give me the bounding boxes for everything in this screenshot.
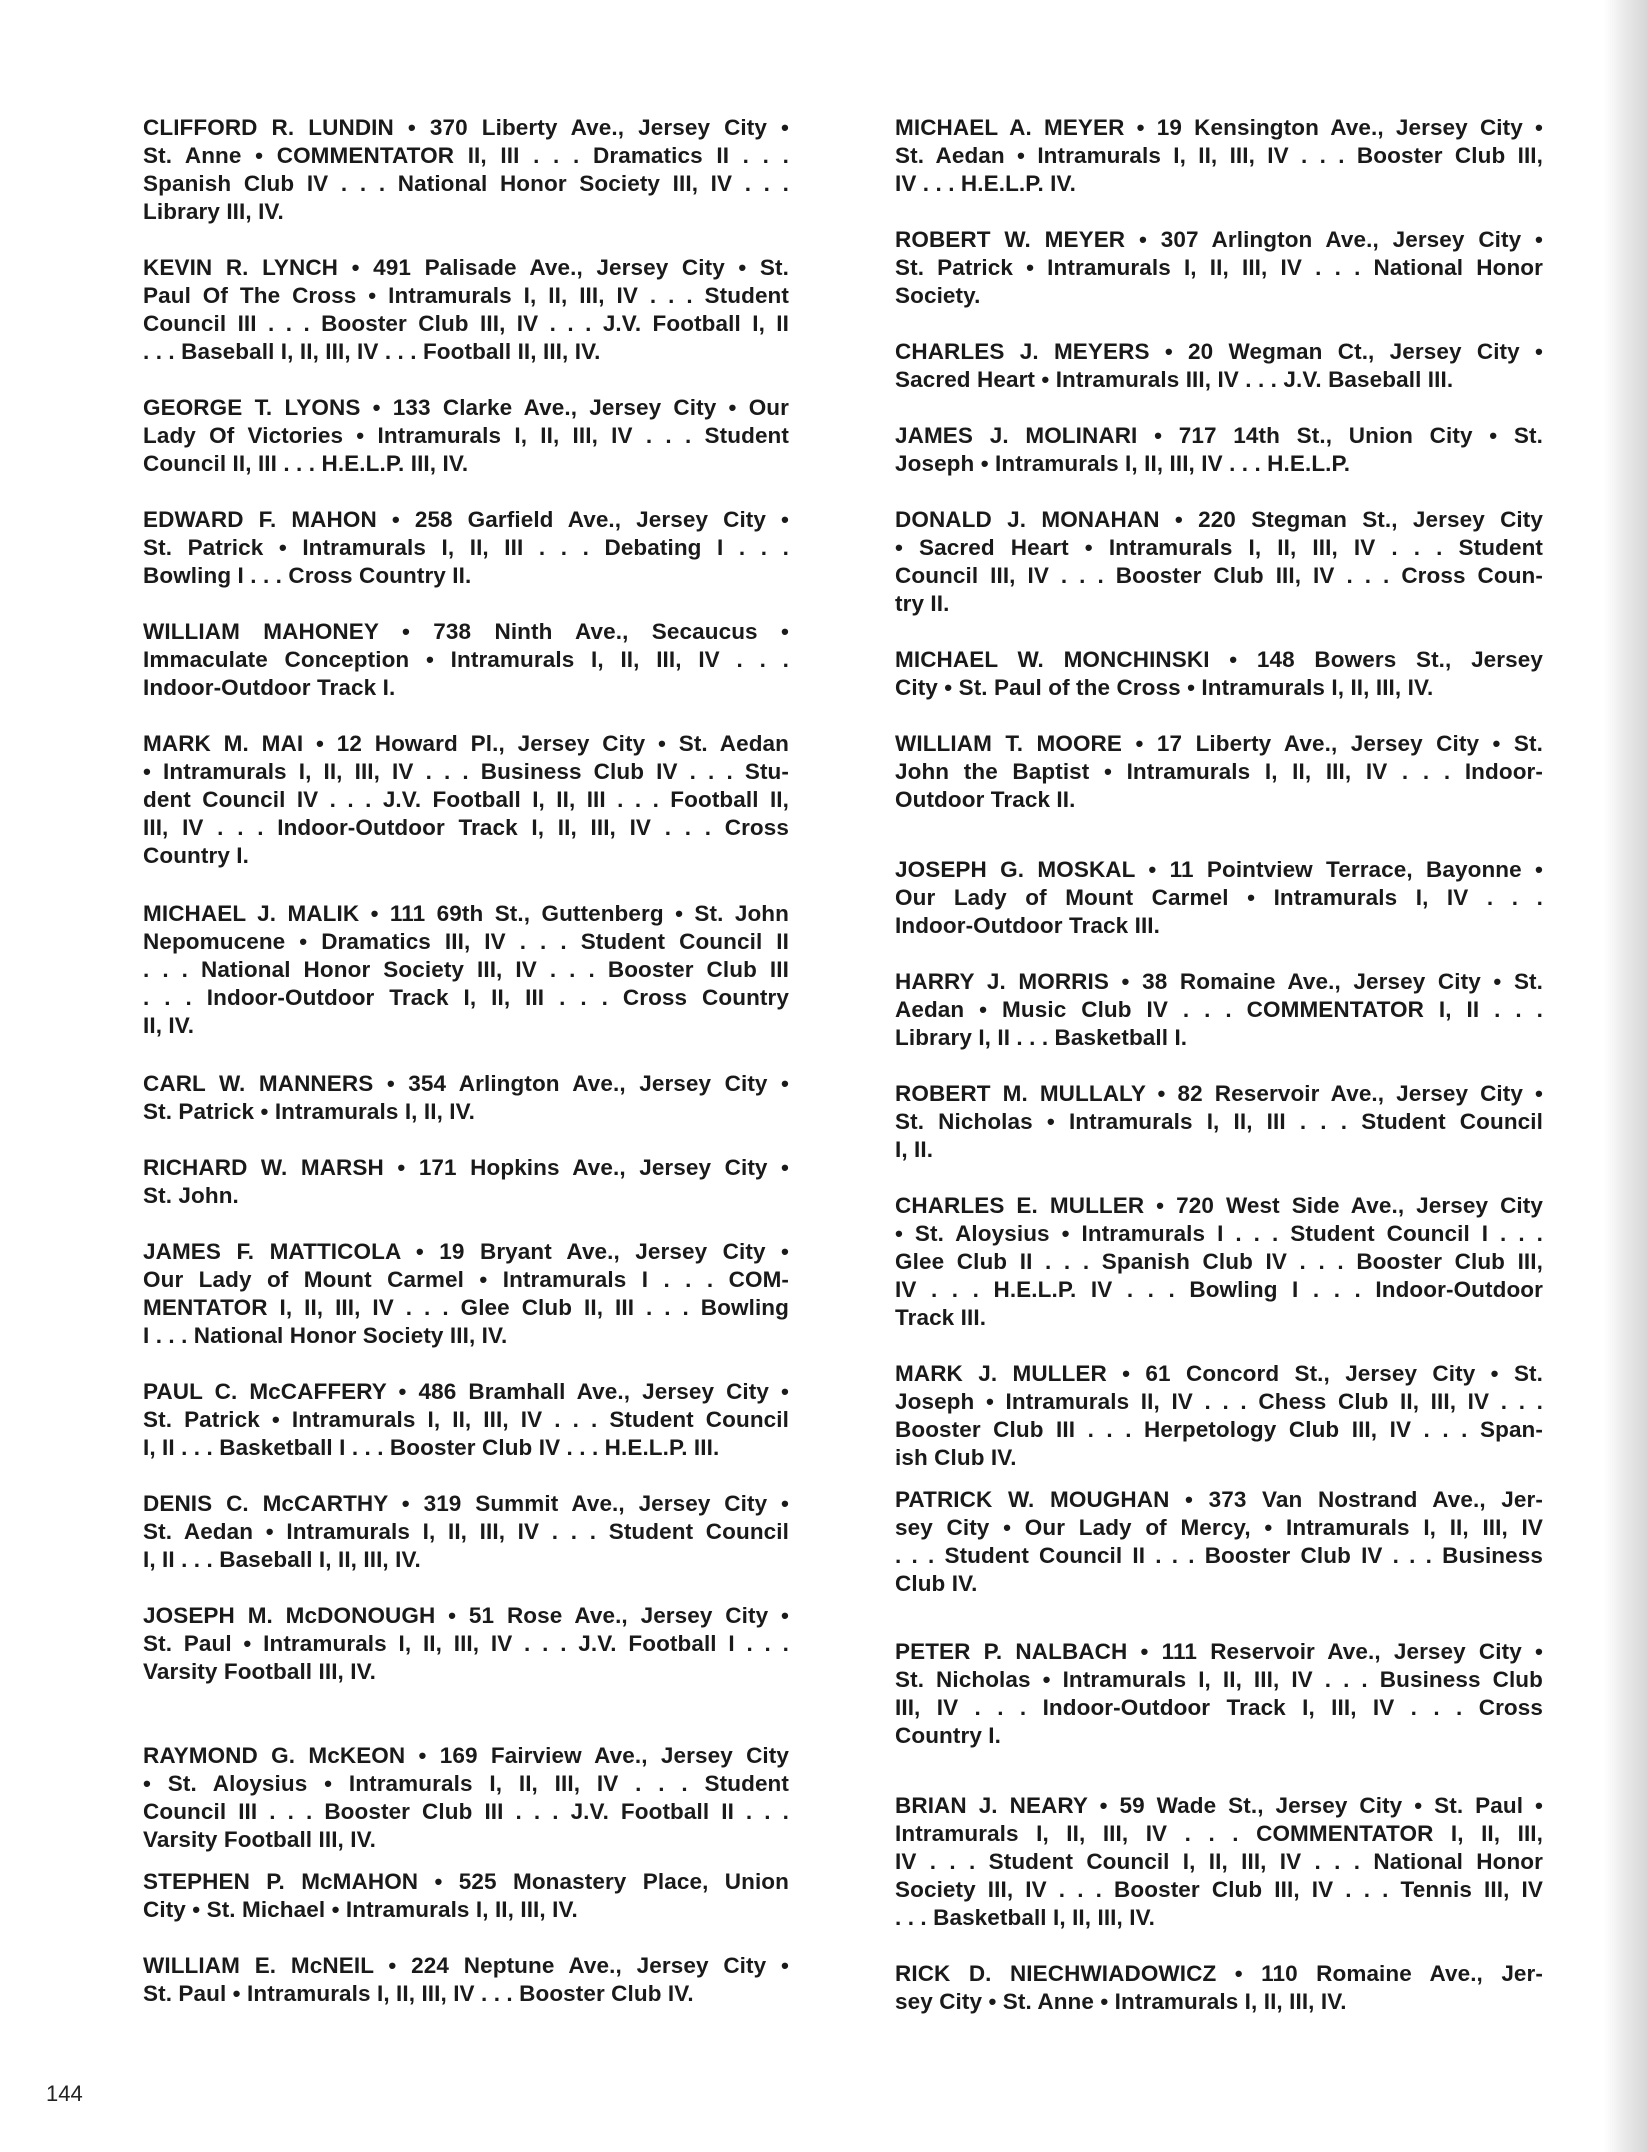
entry-line: Sacred Heart • Intramurals III, IV . . . J.V. Baseball III.: [895, 367, 1454, 392]
entry-line: MARK M. MAI • 12 Howard Pl., Jersey City • St. Aedan: [143, 731, 789, 756]
entry-line: Society III, IV . . . Booster Club III, IV . . . Tennis III, IV: [895, 1877, 1543, 1902]
entry-line: PAUL C. McCAFFERY • 486 Bramhall Ave., Jersey City •: [143, 1379, 789, 1404]
student-entry: [895, 1192, 1543, 1332]
entry-line: Glee Club II . . . Spanish Club IV . . . Booster Club III,: [895, 1249, 1543, 1274]
student-entry: [895, 646, 1543, 702]
entry-line: JAMES F. MATTICOLA • 19 Bryant Ave., Jersey City •: [143, 1239, 789, 1264]
entry-line: sey City • Our Lady of Mercy, • Intramurals I, II, III, IV: [895, 1515, 1543, 1540]
entry-line: III, IV . . . Indoor-Outdoor Track I, III, IV . . . Cross: [895, 1695, 1543, 1720]
student-entry: [895, 422, 1543, 478]
entry-line: Our Lady of Mount Carmel • Intramurals I . . . COM-: [143, 1267, 789, 1292]
entry-line: RAYMOND G. McKEON • 169 Fairview Ave., Jersey City: [143, 1743, 789, 1768]
entry-line: WILLIAM E. McNEIL • 224 Neptune Ave., Jersey City •: [143, 1953, 789, 1978]
entry-line: DONALD J. MONAHAN • 220 Stegman St., Jersey City: [895, 507, 1543, 532]
entry-line: I, II . . . Basketball I . . . Booster Club IV . . . H.E.L.P. III.: [143, 1435, 720, 1460]
entry-line: I . . . National Honor Society III, IV.: [143, 1323, 508, 1348]
entry-line: St. Paul • Intramurals I, II, III, IV . . . J.V. Football I . . .: [143, 1631, 789, 1656]
entry-line: Our Lady of Mount Carmel • Intramurals I, IV . . .: [895, 885, 1543, 910]
entry-line: MARK J. MULLER • 61 Concord St., Jersey City • St.: [895, 1361, 1543, 1386]
entry-line: GEORGE T. LYONS • 133 Clarke Ave., Jersey City • Our: [143, 395, 789, 420]
entry-line: PETER P. NALBACH • 111 Reservoir Ave., Jersey City •: [895, 1639, 1543, 1664]
student-entry: [143, 394, 789, 478]
entry-line: Immaculate Conception • Intramurals I, II, III, IV . . .: [143, 647, 789, 672]
entry-line: Indoor-Outdoor Track I.: [143, 675, 396, 700]
entry-line: Indoor-Outdoor Track III.: [895, 913, 1161, 938]
entry-line: St. Paul • Intramurals I, II, III, IV . . . Booster Club IV.: [143, 1981, 694, 2006]
entry-line: Council III . . . Booster Club III . . . J.V. Football II . . .: [143, 1799, 789, 1824]
student-entry: [143, 900, 789, 1040]
entry-line: STEPHEN P. McMAHON • 525 Monastery Place, Union: [143, 1869, 789, 1894]
entry-line: St. Patrick • Intramurals I, II, IV.: [143, 1099, 476, 1124]
student-entry: [143, 506, 789, 590]
entry-line: St. John.: [143, 1183, 239, 1208]
entry-line: KEVIN R. LYNCH • 491 Palisade Ave., Jersey City • St.: [143, 255, 789, 280]
student-entry: [895, 226, 1543, 310]
student-entry: [143, 1070, 789, 1126]
student-entry: [895, 968, 1543, 1052]
entry-line: HARRY J. MORRIS • 38 Romaine Ave., Jersey City • St.: [895, 969, 1543, 994]
student-entry: [895, 1960, 1543, 2016]
entry-line: St. Patrick • Intramurals I, II, III, IV . . . National Honor: [895, 255, 1543, 280]
entry-line: Country I.: [143, 843, 249, 868]
entry-line: MICHAEL J. MALIK • 111 69th St., Guttenberg • St. John: [143, 901, 789, 926]
entry-line: St. Anne • COMMENTATOR II, III . . . Dramatics II . . .: [143, 143, 789, 168]
student-entry: [143, 1952, 789, 2008]
entry-line: Council III . . . Booster Club III, IV . . . J.V. Football I, II: [143, 311, 789, 336]
student-entry: [143, 1742, 789, 1854]
entry-line: WILLIAM T. MOORE • 17 Liberty Ave., Jersey City • St.: [895, 731, 1543, 756]
entry-line: • Sacred Heart • Intramurals I, II, III, IV . . . Student: [895, 535, 1543, 560]
entry-line: Club IV.: [895, 1571, 978, 1596]
entry-line: Varsity Football III, IV.: [143, 1659, 376, 1684]
entry-line: CHARLES E. MULLER • 720 West Side Ave., Jersey City: [895, 1193, 1543, 1218]
student-entry: [143, 618, 789, 702]
student-entry: [895, 338, 1543, 394]
entry-line: Booster Club III . . . Herpetology Club III, IV . . . Span-: [895, 1417, 1543, 1442]
entry-line: IV . . . H.E.L.P. IV . . . Bowling I . . . Indoor-Outdoor: [895, 1277, 1543, 1302]
entry-line: MENTATOR I, II, III, IV . . . Glee Club II, III . . . Bowling: [143, 1295, 789, 1320]
student-entry: [143, 1378, 789, 1462]
entry-line: Nepomucene • Dramatics III, IV . . . Student Council II: [143, 929, 789, 954]
student-entry: [895, 1486, 1543, 1598]
entry-line: I, II.: [895, 1137, 934, 1162]
entry-line: St. Patrick • Intramurals I, II, III, IV . . . Student Council: [143, 1407, 789, 1432]
entry-line: ROBERT M. MULLALY • 82 Reservoir Ave., Jersey City •: [895, 1081, 1543, 1106]
entry-line: try II.: [895, 591, 950, 616]
entry-line: CLIFFORD R. LUNDIN • 370 Liberty Ave., Jersey City •: [143, 115, 789, 140]
entry-line: EDWARD F. MAHON • 258 Garfield Ave., Jersey City •: [143, 507, 789, 532]
entry-line: IV . . . Student Council I, II, III, IV . . . National Honor: [895, 1849, 1543, 1874]
entry-line: • St. Aloysius • Intramurals I . . . Student Council I . . .: [895, 1221, 1543, 1246]
student-entry: [895, 506, 1543, 618]
entry-line: BRIAN J. NEARY • 59 Wade St., Jersey City • St. Paul •: [895, 1793, 1543, 1818]
entry-line: III, IV . . . Indoor-Outdoor Track I, II, III, IV . . . Cross: [143, 815, 789, 840]
entry-line: John the Baptist • Intramurals I, II, III, IV . . . Indoor-: [895, 759, 1543, 784]
entry-line: Council II, III . . . H.E.L.P. III, IV.: [143, 451, 469, 476]
entry-line: ish Club IV.: [895, 1445, 1017, 1470]
entry-line: Paul Of The Cross • Intramurals I, II, III, IV . . . Student: [143, 283, 789, 308]
entry-line: St. Patrick • Intramurals I, II, III . . . Debating I . . .: [143, 535, 789, 560]
entry-line: Intramurals I, II, III, IV . . . COMMENTATOR I, II, III,: [895, 1821, 1543, 1846]
entry-line: MICHAEL A. MEYER • 19 Kensington Ave., Jersey City •: [895, 115, 1543, 140]
page-number: 144: [46, 2081, 83, 2106]
student-entry: [895, 730, 1543, 814]
entry-line: City • St. Paul of the Cross • Intramurals I, II, III, IV.: [895, 675, 1434, 700]
entry-line: Bowling I . . . Cross Country II.: [143, 563, 472, 588]
student-entry: [143, 1490, 789, 1574]
entry-line: Joseph • Intramurals II, IV . . . Chess Club II, III, IV . . .: [895, 1389, 1543, 1414]
entry-line: CARL W. MANNERS • 354 Arlington Ave., Jersey City •: [143, 1071, 789, 1096]
student-entry: [143, 254, 789, 366]
entry-line: JOSEPH G. MOSKAL • 11 Pointview Terrace, Bayonne •: [895, 857, 1543, 882]
entry-line: RICK D. NIECHWIADOWICZ • 110 Romaine Ave., Jer-: [895, 1961, 1543, 1986]
student-entry: [895, 1792, 1543, 1932]
student-entry: [895, 856, 1543, 940]
entry-line: Country I.: [895, 1723, 1001, 1748]
entry-line: St. Aedan • Intramurals I, II, III, IV . . . Booster Club III,: [895, 143, 1543, 168]
entry-line: Aedan • Music Club IV . . . COMMENTATOR I, II . . .: [895, 997, 1543, 1022]
entry-line: PATRICK W. MOUGHAN • 373 Van Nostrand Ave., Jer-: [895, 1487, 1543, 1512]
entry-line: . . . Indoor-Outdoor Track I, II, III . . . Cross Country: [143, 985, 789, 1010]
entry-line: Track III.: [895, 1305, 987, 1330]
entry-line: . . . Student Council II . . . Booster Club IV . . . Business: [895, 1543, 1543, 1568]
entry-line: Council III, IV . . . Booster Club III, IV . . . Cross Coun-: [895, 563, 1543, 588]
entry-line: CHARLES J. MEYERS • 20 Wegman Ct., Jersey City •: [895, 339, 1543, 364]
entry-line: RICHARD W. MARSH • 171 Hopkins Ave., Jersey City •: [143, 1155, 789, 1180]
entry-line: WILLIAM MAHONEY • 738 Ninth Ave., Secaucus •: [143, 619, 789, 644]
page-gutter-shadow: [1604, 0, 1648, 2152]
entry-line: St. Nicholas • Intramurals I, II, III . . . Student Council: [895, 1109, 1543, 1134]
student-entry: [143, 1238, 789, 1350]
student-entry: [143, 1602, 789, 1686]
student-entry: [143, 1154, 789, 1210]
entry-line: sey City • St. Anne • Intramurals I, II, III, IV.: [895, 1989, 1347, 2014]
student-entry: [895, 1360, 1543, 1472]
entry-line: City • St. Michael • Intramurals I, II, III, IV.: [143, 1897, 578, 1922]
student-entry: [143, 730, 789, 870]
entry-line: St. Nicholas • Intramurals I, II, III, IV . . . Business Club: [895, 1667, 1543, 1692]
entry-line: MICHAEL W. MONCHINSKI • 148 Bowers St., Jersey: [895, 647, 1543, 672]
entry-line: Library I, II . . . Basketball I.: [895, 1025, 1188, 1050]
student-entry: [143, 114, 789, 226]
entry-line: IV . . . H.E.L.P. IV.: [895, 171, 1076, 196]
entry-line: JOSEPH M. McDONOUGH • 51 Rose Ave., Jersey City •: [143, 1603, 789, 1628]
entry-line: II, IV.: [143, 1013, 195, 1038]
entry-line: I, II . . . Baseball I, II, III, IV.: [143, 1547, 421, 1572]
student-entry: [895, 114, 1543, 198]
entry-line: Lady Of Victories • Intramurals I, II, III, IV . . . Student: [143, 423, 789, 448]
entry-line: • St. Aloysius • Intramurals I, II, III, IV . . . Student: [143, 1771, 789, 1796]
entry-line: JAMES J. MOLINARI • 717 14th St., Union City • St.: [895, 423, 1543, 448]
entry-line: Society.: [895, 283, 981, 308]
entry-line: St. Aedan • Intramurals I, II, III, IV . . . Student Council: [143, 1519, 789, 1544]
entry-line: dent Council IV . . . J.V. Football I, II, III . . . Football II,: [143, 787, 789, 812]
student-entry: [895, 1080, 1543, 1164]
entry-line: Varsity Football III, IV.: [143, 1827, 376, 1852]
entry-line: Joseph • Intramurals I, II, III, IV . . . H.E.L.P.: [895, 451, 1351, 476]
entry-line: . . . Baseball I, II, III, IV . . . Football II, III, IV.: [143, 339, 601, 364]
entry-line: ROBERT W. MEYER • 307 Arlington Ave., Jersey City •: [895, 227, 1543, 252]
student-entry: [143, 1868, 789, 1924]
entry-line: Outdoor Track II.: [895, 787, 1076, 812]
entry-line: . . . Basketball I, II, III, IV.: [895, 1905, 1155, 1930]
entry-line: . . . National Honor Society III, IV . . . Booster Club III: [143, 957, 789, 982]
entry-line: • Intramurals I, II, III, IV . . . Business Club IV . . . Stu-: [143, 759, 789, 784]
student-entry: [895, 1638, 1543, 1750]
entry-line: Spanish Club IV . . . National Honor Society III, IV . . .: [143, 171, 789, 196]
entry-line: DENIS C. McCARTHY • 319 Summit Ave., Jersey City •: [143, 1491, 789, 1516]
entry-line: Library III, IV.: [143, 199, 284, 224]
